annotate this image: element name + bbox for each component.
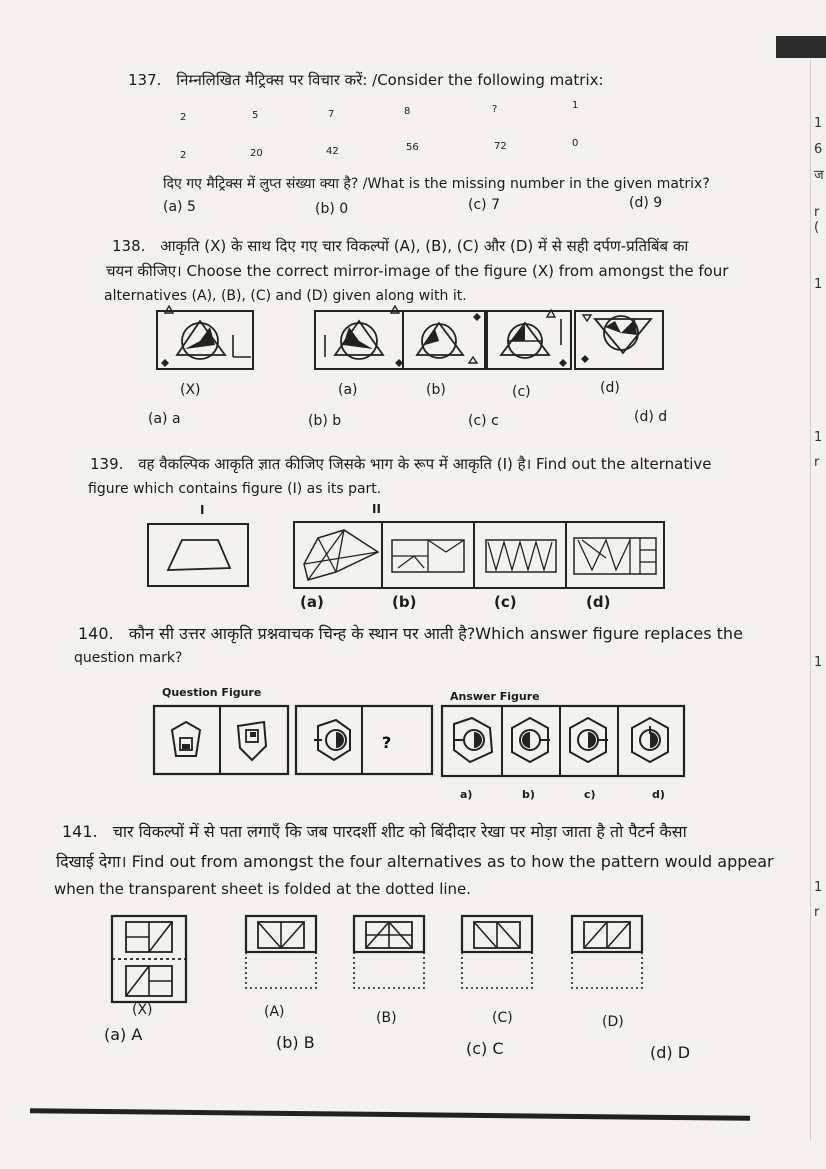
figure-label: (A) bbox=[264, 1004, 285, 1020]
matrix-cell: 0 bbox=[572, 138, 579, 149]
figure-a bbox=[304, 530, 378, 580]
page-edge-dark-strip bbox=[776, 36, 826, 58]
q138-line2: चयन कीजिए। Choose the correct mirror-image of the figure (X) from amongst the four bbox=[106, 262, 729, 280]
side-char: ( bbox=[814, 220, 820, 235]
figure-c bbox=[462, 916, 532, 988]
question-figure-title: Question Figure bbox=[162, 686, 262, 699]
q141-line2: दिखाई देगा। Find out from amongst the four alternatives as to how the pattern would appear bbox=[56, 852, 774, 871]
q138-figures bbox=[155, 305, 675, 377]
figure-ii-frame bbox=[294, 522, 664, 588]
question-text: चार विकल्पों में से पता लगाएँ कि जब पारदर्शी शीट को बिंदीदार रेखा पर मोड़ा जाता है तो पैटर्न कैसा bbox=[112, 822, 687, 841]
q141-heading bbox=[62, 822, 802, 842]
matrix-cell: 8 bbox=[404, 106, 411, 117]
answer-figure-c[interactable] bbox=[570, 718, 608, 762]
figure-a bbox=[246, 916, 316, 988]
figure-label: (a) bbox=[300, 593, 324, 611]
side-char: ज bbox=[814, 168, 824, 183]
matrix-cell: 20 bbox=[250, 148, 263, 159]
label-i: I bbox=[200, 503, 205, 517]
q138-options bbox=[148, 411, 688, 431]
side-char: r bbox=[814, 905, 820, 920]
figure-label: (X) bbox=[180, 382, 201, 398]
option[interactable]: (d) 9 bbox=[629, 195, 663, 211]
q140-figures bbox=[150, 704, 690, 784]
side-char: 1 bbox=[814, 430, 823, 445]
figure-label: (B) bbox=[376, 1010, 397, 1026]
option[interactable]: (b) B bbox=[276, 1033, 315, 1052]
option[interactable]: (c) 7 bbox=[468, 197, 500, 213]
figure-label: (c) bbox=[512, 384, 531, 400]
q141-options bbox=[104, 1025, 704, 1062]
q137-heading bbox=[128, 70, 798, 90]
side-char: 1 bbox=[814, 655, 823, 670]
figure-label: (b) bbox=[392, 593, 417, 611]
answer-figure-d[interactable] bbox=[632, 718, 668, 762]
figure-i bbox=[148, 524, 248, 586]
q141-figures bbox=[106, 912, 666, 1008]
side-char: 1 bbox=[814, 880, 823, 895]
side-char: r bbox=[814, 455, 820, 470]
answer-figure-a[interactable] bbox=[454, 718, 492, 762]
matrix-cell: 2 bbox=[180, 112, 187, 123]
option[interactable]: (a) a bbox=[148, 411, 181, 427]
question-number: 141. bbox=[62, 822, 98, 841]
answer-label: d) bbox=[652, 788, 665, 801]
question-number: 140. bbox=[78, 624, 114, 643]
figure-a bbox=[315, 306, 403, 369]
footer-rule bbox=[30, 1108, 750, 1121]
q140-line2: question mark? bbox=[74, 650, 183, 666]
q137-question: दिए गए मैट्रिक्स में लुप्त संख्या क्या है? /What is the missing number in the given matrix? bbox=[163, 176, 710, 192]
question-number: 138. bbox=[112, 237, 146, 255]
option[interactable]: (b) b bbox=[308, 413, 342, 429]
option[interactable]: (b) 0 bbox=[315, 201, 349, 217]
q140-heading bbox=[78, 624, 798, 644]
question-text: निम्नलिखित मैट्रिक्स पर विचार करें: /Consider the following matrix: bbox=[176, 71, 604, 89]
q141-line3: when the transparent sheet is folded at the dotted line. bbox=[54, 880, 472, 898]
q139-heading bbox=[90, 454, 790, 474]
figure-d bbox=[574, 538, 656, 574]
figure-x bbox=[157, 306, 253, 369]
matrix-cell: ? bbox=[492, 104, 498, 115]
option[interactable]: (c) c bbox=[468, 413, 499, 429]
option[interactable]: (d) D bbox=[650, 1043, 691, 1062]
figure-c bbox=[487, 310, 571, 369]
q137-options bbox=[163, 195, 723, 219]
option[interactable]: (c) C bbox=[466, 1039, 504, 1058]
figure-b bbox=[403, 311, 485, 369]
side-char: 1 bbox=[814, 116, 823, 131]
figure-x bbox=[112, 916, 186, 1002]
question-figure-3 bbox=[314, 720, 350, 760]
label-ii: II bbox=[372, 502, 381, 516]
figure-c bbox=[486, 540, 556, 572]
matrix-cell: 42 bbox=[326, 146, 339, 157]
side-char: 1 bbox=[814, 277, 823, 292]
matrix-cell: 1 bbox=[572, 100, 579, 111]
figure-b bbox=[354, 916, 424, 988]
answer-figure-title: Answer Figure bbox=[450, 690, 540, 703]
figure-label: (D) bbox=[602, 1014, 624, 1030]
question-text: वह वैकल्पिक आकृति ज्ञात कीजिए जिसके भाग के रूप में आकृति (I) है। Find out the alternative bbox=[138, 455, 712, 473]
figure-label: (d) bbox=[586, 593, 611, 611]
page-fold-line bbox=[810, 60, 811, 1140]
figure-label: (b) bbox=[426, 382, 446, 398]
option[interactable]: (d) d bbox=[634, 409, 668, 425]
q139-fig-labels bbox=[300, 593, 640, 615]
answer-label: b) bbox=[522, 788, 535, 801]
answer-label: c) bbox=[584, 788, 596, 801]
question-text: कौन सी उत्तर आकृति प्रश्नवाचक चिन्ह के स्थान पर आती है?Which answer figure replaces the bbox=[128, 624, 743, 643]
question-text: आकृति (X) के साथ दिए गए चार विकल्पों (A), (B), (C) और (D) में से सही दर्पण-प्रतिबिंब का bbox=[160, 237, 689, 255]
matrix-cell: 5 bbox=[252, 110, 259, 121]
figure-label: (C) bbox=[492, 1010, 513, 1026]
answer-label: a) bbox=[460, 788, 473, 801]
q141-fig-labels bbox=[132, 1002, 652, 1030]
figure-label: (X) bbox=[132, 1002, 153, 1018]
question-figure-1 bbox=[172, 722, 200, 756]
figure-label: (a) bbox=[338, 382, 358, 398]
matrix-cell: 72 bbox=[494, 141, 507, 152]
figure-label: (d) bbox=[600, 380, 620, 396]
figure-label: (c) bbox=[494, 593, 517, 611]
q139-figures bbox=[146, 518, 666, 594]
matrix-cell: 2 bbox=[180, 150, 187, 161]
question-number: 139. bbox=[90, 455, 124, 473]
q140-answer-labels bbox=[460, 788, 680, 804]
question-mark: ? bbox=[382, 733, 392, 752]
question-number: 137. bbox=[128, 71, 162, 89]
figure-d bbox=[575, 311, 663, 369]
option[interactable]: (a) 5 bbox=[163, 199, 196, 215]
question-figure-2 bbox=[238, 722, 266, 760]
matrix-cell: 7 bbox=[328, 109, 335, 120]
side-char: 6 bbox=[814, 142, 823, 157]
answer-figure-b[interactable] bbox=[512, 718, 550, 762]
q138-fig-labels bbox=[180, 382, 660, 402]
side-char: r bbox=[814, 205, 820, 220]
figure-b bbox=[392, 540, 464, 572]
q138-line3: alternatives (A), (B), (C) and (D) given along with it. bbox=[104, 288, 467, 304]
figure-d bbox=[572, 916, 642, 988]
q139-line2: figure which contains figure (I) as its part. bbox=[88, 481, 382, 497]
q138-heading bbox=[112, 236, 802, 256]
option[interactable]: (a) A bbox=[104, 1025, 143, 1044]
matrix-cell: 56 bbox=[406, 142, 419, 153]
